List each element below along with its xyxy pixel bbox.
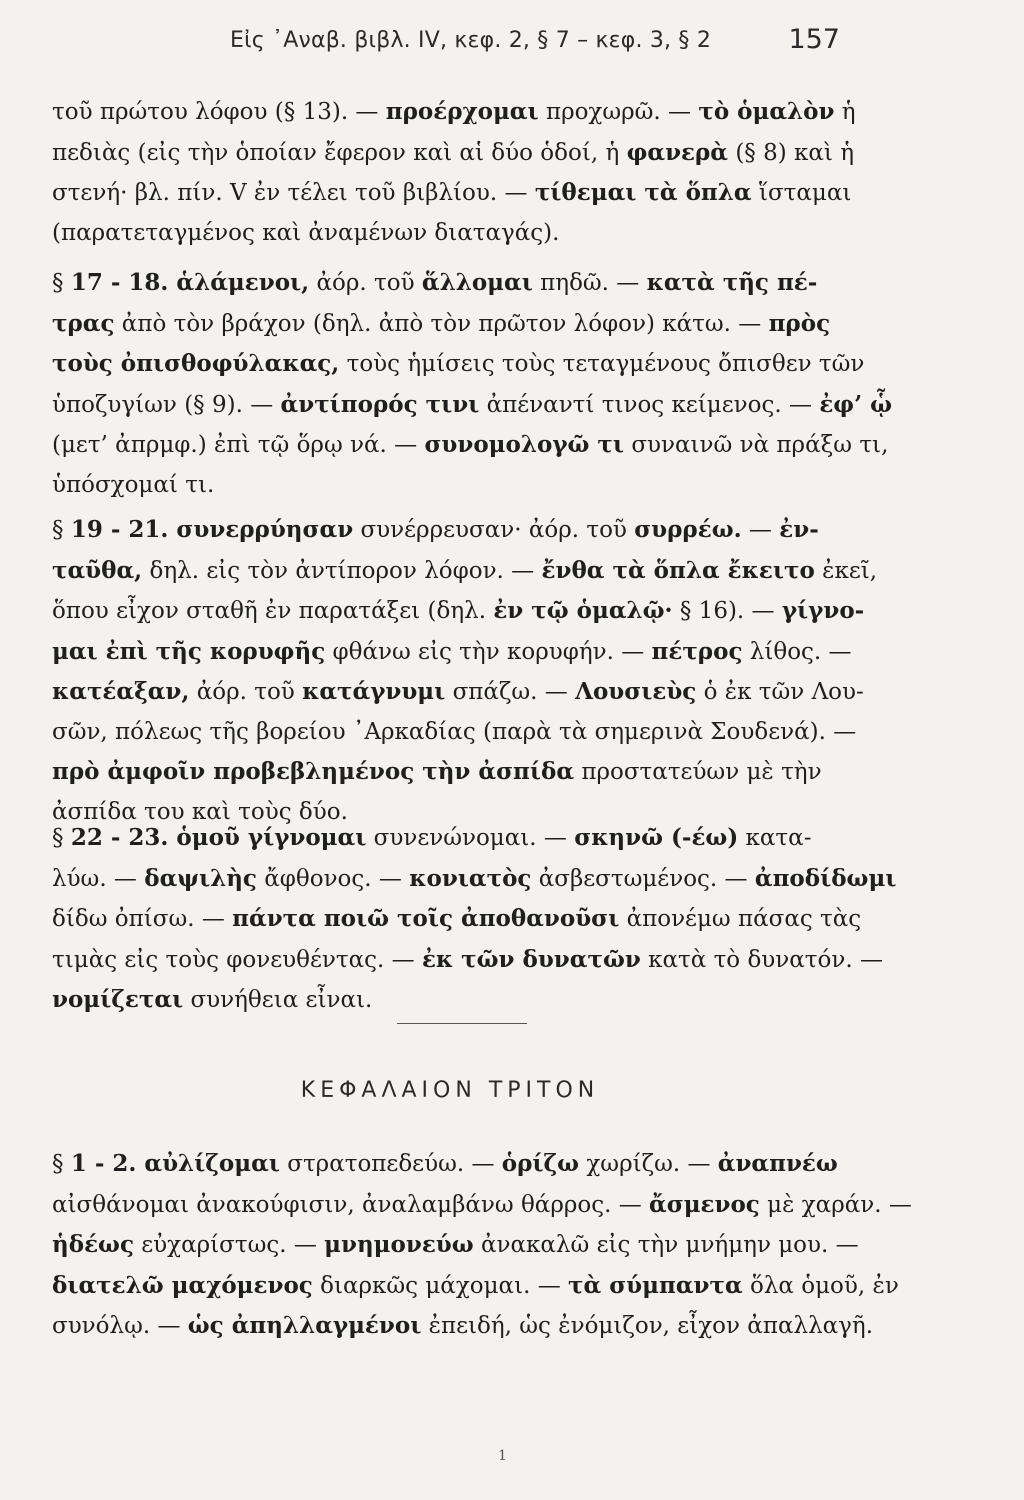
text-line: συνόλῳ. — ὡς ἀπηλλαγμένοι ἐπειδή, ὡς ἐνόμιζον, εἶχον ἀπαλλαγῆ. — [52, 1312, 874, 1339]
text-line: λύω. — δαψιλὴς ἄφθονος. — κονιατὸς ἀσβεστωμένος. — ἀποδίδωμι — [52, 864, 897, 892]
text-line: τρας ἀπὸ τὸν βράχον (δηλ. ἀπὸ τὸν πρῶτον λόφον) κάτω. — πρὸς — [52, 309, 831, 337]
text-line: ὑπόσχομαί τι. — [52, 471, 215, 498]
text-line: ἡδέως εὐχαρίστως. — μνημονεύω ἀνακαλῶ εἰς τὴν μνήμην μου. — — [52, 1231, 859, 1258]
text-line: ὑποζυγίων (§ 9). — ἀντίπορός τινι ἀπέναντί τινος κείμενος. — ἐφ’ ᾧ — [52, 390, 893, 418]
text-line: ταῦθα, δηλ. εἰς τὸν ἀντίπορον λόφον. — ἔνθα τὰ ὅπλα ἔκειτο ἐκεῖ, — [52, 556, 878, 584]
commentary-chapter3-section-1-2 — [52, 1144, 912, 1347]
text-line: τοῦ πρώτου λόφου (§ 13). — προέρχομαι προχωρῶ. — τὸ ὁμαλὸν ἡ — [52, 98, 856, 125]
running-header — [230, 18, 840, 62]
text-line: τοὺς ὀπισθοφύλακας, τοὺς ἡμίσεις τοὺς τεταγμένους ὄπισθεν τῶν — [52, 350, 865, 377]
text-line: διατελῶ μαχόμενος διαρκῶς μάχομαι. — τὰ σύμπαντα ὅλα ὁμοῦ, ἐν — [52, 1271, 899, 1299]
text-line: πρὸ ἀμφοῖν προβεβλημένος τὴν ἀσπίδα προστατεύων μὲ τὴν — [52, 758, 822, 785]
text-line: § 1 - 2. αὐλίζομαι στρατοπεδεύω. — ὁρίζω χωρίζω. — ἀναπνέω — [52, 1150, 838, 1177]
text-line: αἰσθάνομαι ἀνακούφισιν, ἀναλαμβάνω θάρρος. — ἄσμενος μὲ χαράν. — — [52, 1190, 912, 1218]
text-line: τιμὰς εἰς τοὺς φονευθέντας. — ἐκ τῶν δυνατῶν κατὰ τὸ δυνατόν. — — [52, 945, 883, 973]
commentary-section-19-21 — [52, 510, 878, 832]
text-line: (μετ’ ἀπρμφ.) ἐπὶ τῷ ὅρῳ νά. — συνομολογῶ τι συναινῶ νὰ πράξω τι, — [52, 431, 889, 458]
text-line: § 19 - 21. συνερρύησαν συνέρρευσαν· ἀόρ. τοῦ συρρέω. — ἐν- — [52, 516, 819, 543]
section-divider — [397, 1023, 527, 1024]
text-line: μαι ἐπὶ τῆς κορυφῆς φθάνω εἰς τὴν κορυφήν. — πέτρος λίθος. — — [52, 637, 852, 665]
text-line: ὅπου εἶχον σταθῆ ἐν παρατάξει (δηλ. ἐν τῷ ὁμαλῷ· § 16). — γίγνο- — [52, 597, 865, 624]
text-line: σῶν, πόλεως τῆς βορείου ᾿Αρκαδίας (παρὰ τὰ σημερινὰ Σουδενά). — — [52, 718, 857, 745]
text-line: κατέαξαν, ἀόρ. τοῦ κατάγνυμι σπάζω. — Λουσιεὺς ὁ ἐκ τῶν Λου- — [52, 678, 864, 705]
signature-mark: 1 — [498, 1448, 507, 1464]
text-line: (παρατεταγμένος καὶ ἀναμένων διαταγάς). — [52, 219, 560, 246]
text-line: δίδω ὀπίσω. — πάντα ποιῶ τοῖς ἀποθανοῦσι ἀπονέμω πάσας τὰς — [52, 905, 862, 932]
text-line: § 17 - 18. ἁλάμενοι, ἀόρ. τοῦ ἅλλομαι πηδῶ. — κατὰ τῆς πέ- — [52, 269, 818, 296]
text-line: πεδιὰς (εἰς τὴν ὁποίαν ἔφερον καὶ αἱ δύο ὁδοί, ἡ φανερὰ (§ 8) καὶ ἡ — [52, 138, 855, 166]
text-line: ἀσπίδα του καὶ τοὺς δύο. — [52, 798, 348, 825]
running-title: Εἰς ᾿Αναβ. βιβλ. IV, κεφ. 2, § 7 – κεφ. 3, § 2 — [230, 28, 712, 53]
text-line: στενή· βλ. πίν. V ἐν τέλει τοῦ βιβλίου. — τίθεμαι τὰ ὅπλα ἵσταμαι — [52, 179, 852, 206]
commentary-section-17-18 — [52, 263, 893, 505]
text-line: νομίζεται συνήθεια εἶναι. — [52, 986, 373, 1013]
commentary-intro — [52, 92, 874, 253]
page-number: 157 — [788, 24, 840, 55]
chapter-title: ΚΕΦΑΛΑΙΟΝ ΤΡΙΤΟΝ — [300, 1078, 600, 1103]
commentary-section-22-23 — [52, 818, 897, 1021]
text-line: § 22 - 23. ὁμοῦ γίγνομαι συνενώνομαι. — σκηνῶ (-έω) κατα- — [52, 824, 812, 851]
